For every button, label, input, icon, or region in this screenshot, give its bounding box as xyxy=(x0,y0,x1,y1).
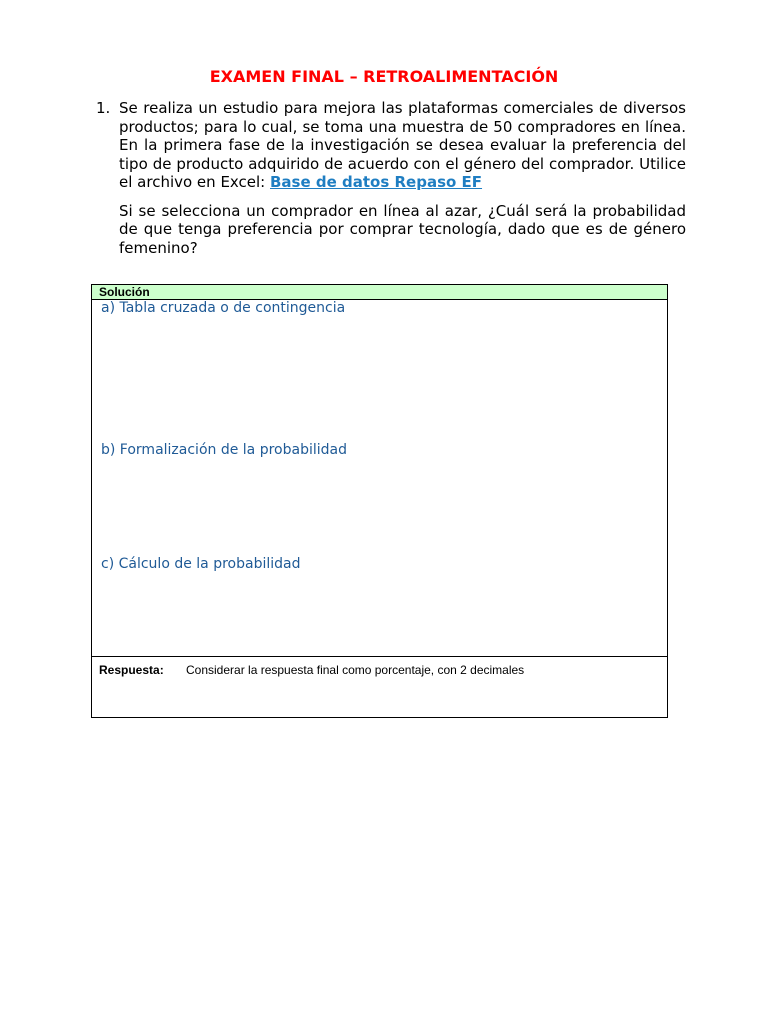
question-text: Se realiza un estudio para mejora las plataformas comerciales de diversos productos; para lo cual, se toma una muestra de 50 compradores en línea. En la primera fase de la investigación se desea evaluar la preferencia del tipo de producto adquirido de acuerdo con el género del comprador. Utilice el archivo en Excel: xyxy=(119,99,686,191)
answer-label: Respuesta: xyxy=(99,663,164,677)
excel-data-link[interactable]: Base de datos Repaso EF xyxy=(270,173,483,191)
question-statement xyxy=(119,99,686,192)
question-1 xyxy=(96,99,686,257)
answer-row xyxy=(92,656,667,718)
step-a-label: a) Tabla cruzada o de contingencia xyxy=(101,300,346,316)
answer-note: Considerar la respuesta final como porcentaje, con 2 decimales xyxy=(186,663,525,677)
solution-header: Solución xyxy=(92,285,667,300)
question-number: 1. xyxy=(96,99,111,117)
page-title: EXAMEN FINAL – RETROALIMENTACIÓN xyxy=(209,67,559,86)
solution-box xyxy=(91,284,668,718)
question-prompt: Si se selecciona un comprador en línea al azar, ¿Cuál será la probabilidad de que tenga preferencia por comprar tecnología, dado que es de género femenino? xyxy=(119,201,686,257)
step-c-label: c) Cálculo de la probabilidad xyxy=(101,556,301,572)
step-b-label: b) Formalización de la probabilidad xyxy=(101,442,347,458)
